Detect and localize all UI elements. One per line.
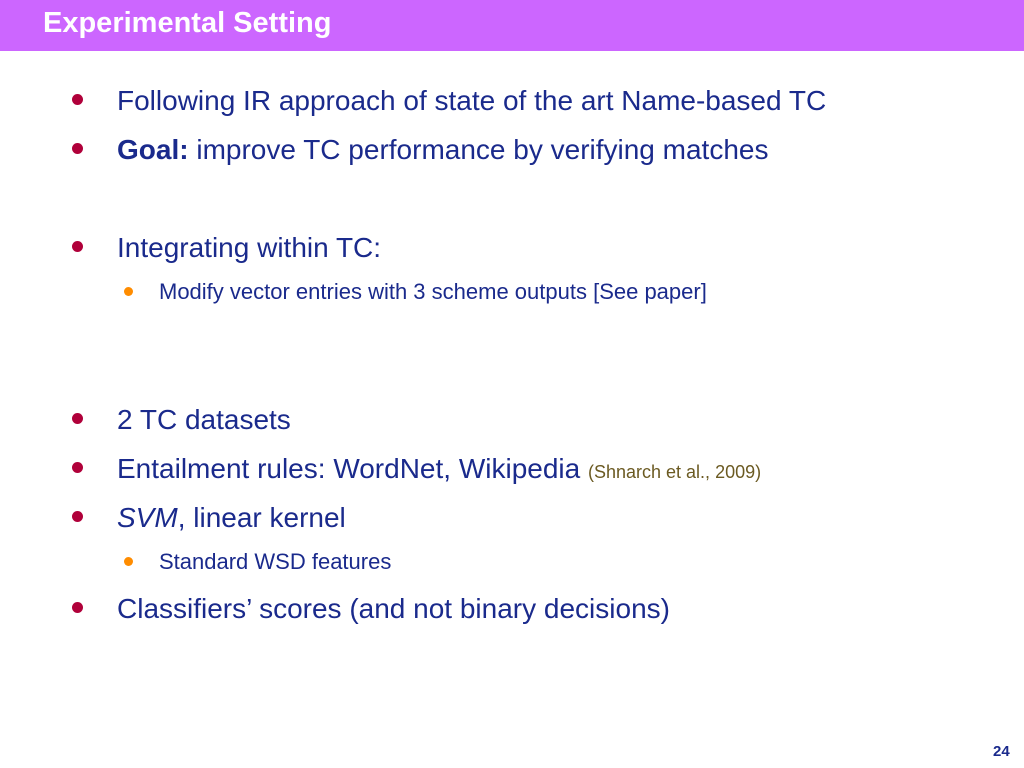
svm-text: , linear kernel (177, 502, 346, 533)
bullet-text: 2 TC datasets (117, 404, 291, 435)
goal-text: improve TC performance by verifying matches (188, 134, 769, 165)
bullet-dot-icon (72, 413, 83, 424)
bullet-dot-icon (72, 94, 83, 105)
page-number: 24 (993, 743, 1010, 760)
bullet-dot-icon (72, 462, 83, 473)
bullet-dot-icon (72, 241, 83, 252)
entailment-text: Entailment rules: WordNet, Wikipedia (117, 453, 588, 484)
sub-bullet-dot-icon (124, 557, 133, 566)
bullet-text (117, 501, 346, 535)
svm-label: SVM (117, 502, 178, 533)
bullet-text (117, 133, 768, 167)
bullet-text: Integrating within TC: (117, 232, 382, 263)
slide-title: Experimental Setting (43, 7, 332, 39)
bullet-text (117, 452, 761, 489)
goal-label: Goal: (117, 134, 189, 165)
sub-bullet-text: Modify vector entries with 3 scheme outputs [See paper] (159, 279, 707, 304)
bullet-dot-icon (72, 602, 83, 613)
bullet-text: Following IR approach of state of the art Name-based TC (117, 85, 827, 116)
bullet-dot-icon (72, 143, 83, 154)
bullet-dot-icon (72, 511, 83, 522)
bullet-text: Classifiers’ scores (and not binary decisions) (117, 593, 670, 624)
sub-bullet-text: Standard WSD features (159, 549, 392, 574)
citation: (Shnarch et al., 2009) (588, 462, 762, 482)
sub-bullet-dot-icon (124, 287, 133, 296)
title-bar (0, 0, 1024, 51)
